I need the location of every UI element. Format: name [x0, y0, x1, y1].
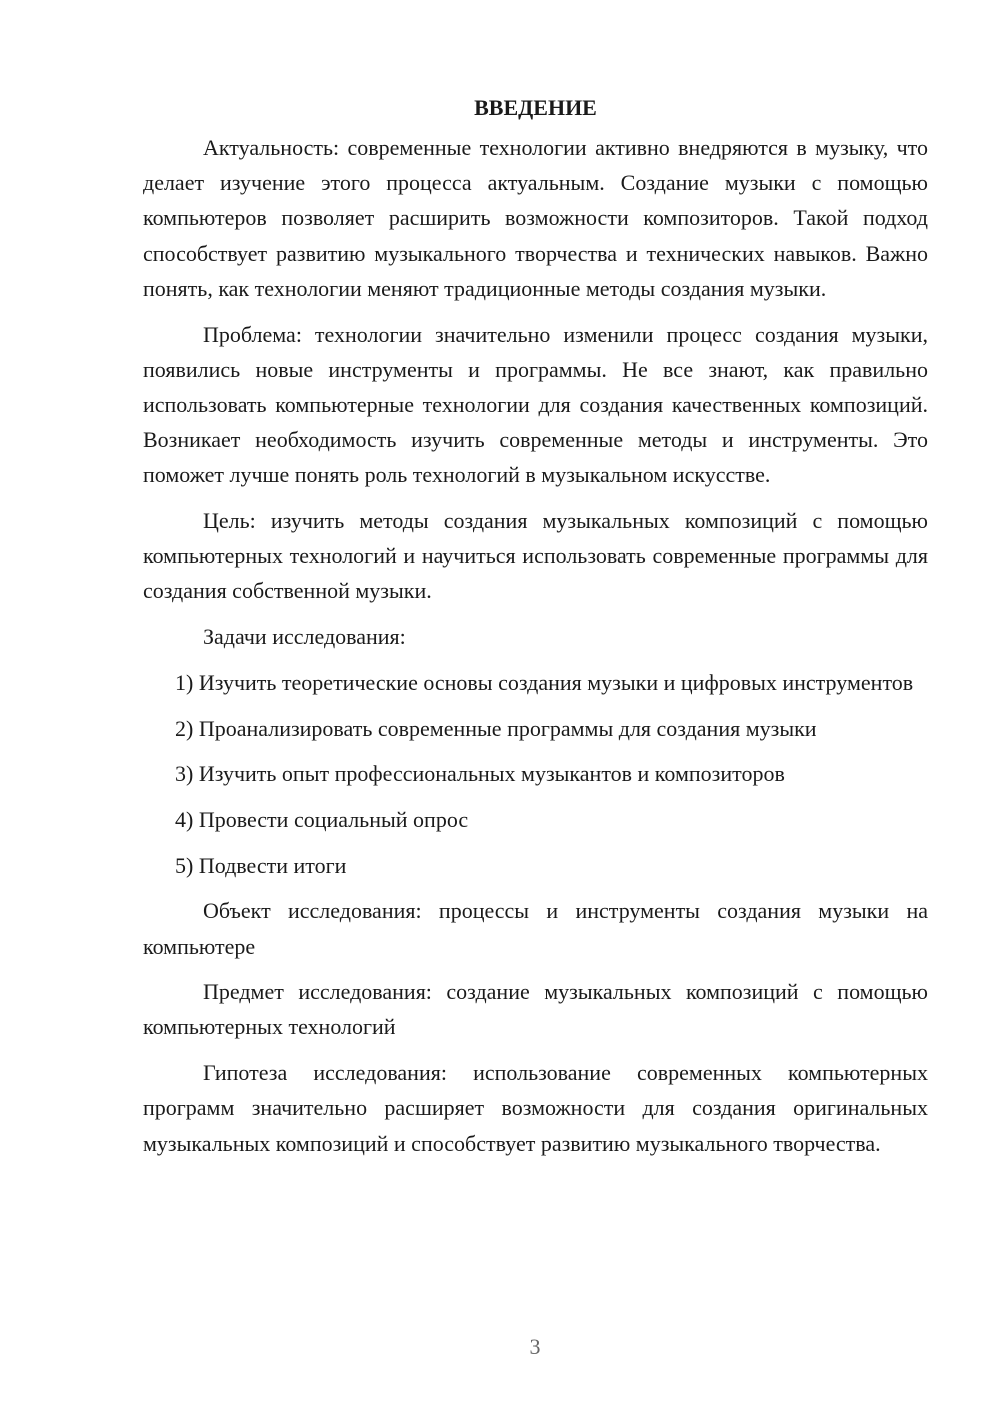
task-item-4: 4) Провести социальный опрос	[175, 806, 469, 832]
paragraph-goal: Цель: изучить методы создания музыкальных композиций с помощью компьютерных технологий и научиться использовать современные программы для создания собственной музыки.	[143, 508, 928, 604]
paragraph-object: Объект исследования: процессы и инструменты создания музыки на компьютере	[143, 898, 928, 959]
page-title: ВВЕДЕНИЕ	[474, 95, 597, 120]
paragraph-subject: Предмет исследования: создание музыкальных композиций с помощью компьютерных технологий	[143, 979, 928, 1040]
document-page	[143, 90, 928, 1171]
page-number: 3	[529, 1334, 541, 1359]
task-item-5: 5) Подвести итоги	[175, 852, 347, 878]
task-item-2: 2) Проанализировать современные программы для создания музыки	[175, 715, 817, 741]
task-item-3: 3) Изучить опыт профессиональных музыкантов и композиторов	[175, 761, 785, 787]
tasks-list	[143, 665, 928, 883]
paragraph-relevance: Актуальность: современные технологии активно внедряются в музыку, что делает изучение этого процесса актуальным. Создание музыки с помощью компьютеров позволяет расширить возможности композиторов. Такой подход способствует развитию музыкального творчества и технических навыков. Важно понять, как технологии меняют традиционные методы создания музыки.	[143, 135, 928, 301]
paragraph-hypothesis: Гипотеза исследования: использование современных компьютерных программ значительно расширяет возможности для создания оригинальных музыкальных композиций и способствует развитию музыкального творчества.	[143, 1060, 928, 1156]
tasks-heading: Задачи исследования:	[203, 624, 406, 650]
paragraph-problem: Проблема: технологии значительно изменили процесс создания музыки, появились новые инструменты и программы. Не все знают, как правильно использовать компьютерные технологии для создания качественных композиций. Возникает необходимость изучить современные методы и инструменты. Это поможет лучше понять роль технологий в музыкальном искусстве.	[143, 321, 928, 488]
task-item-1: 1) Изучить теоретические основы создания музыки и цифровых инструментов	[175, 669, 914, 695]
